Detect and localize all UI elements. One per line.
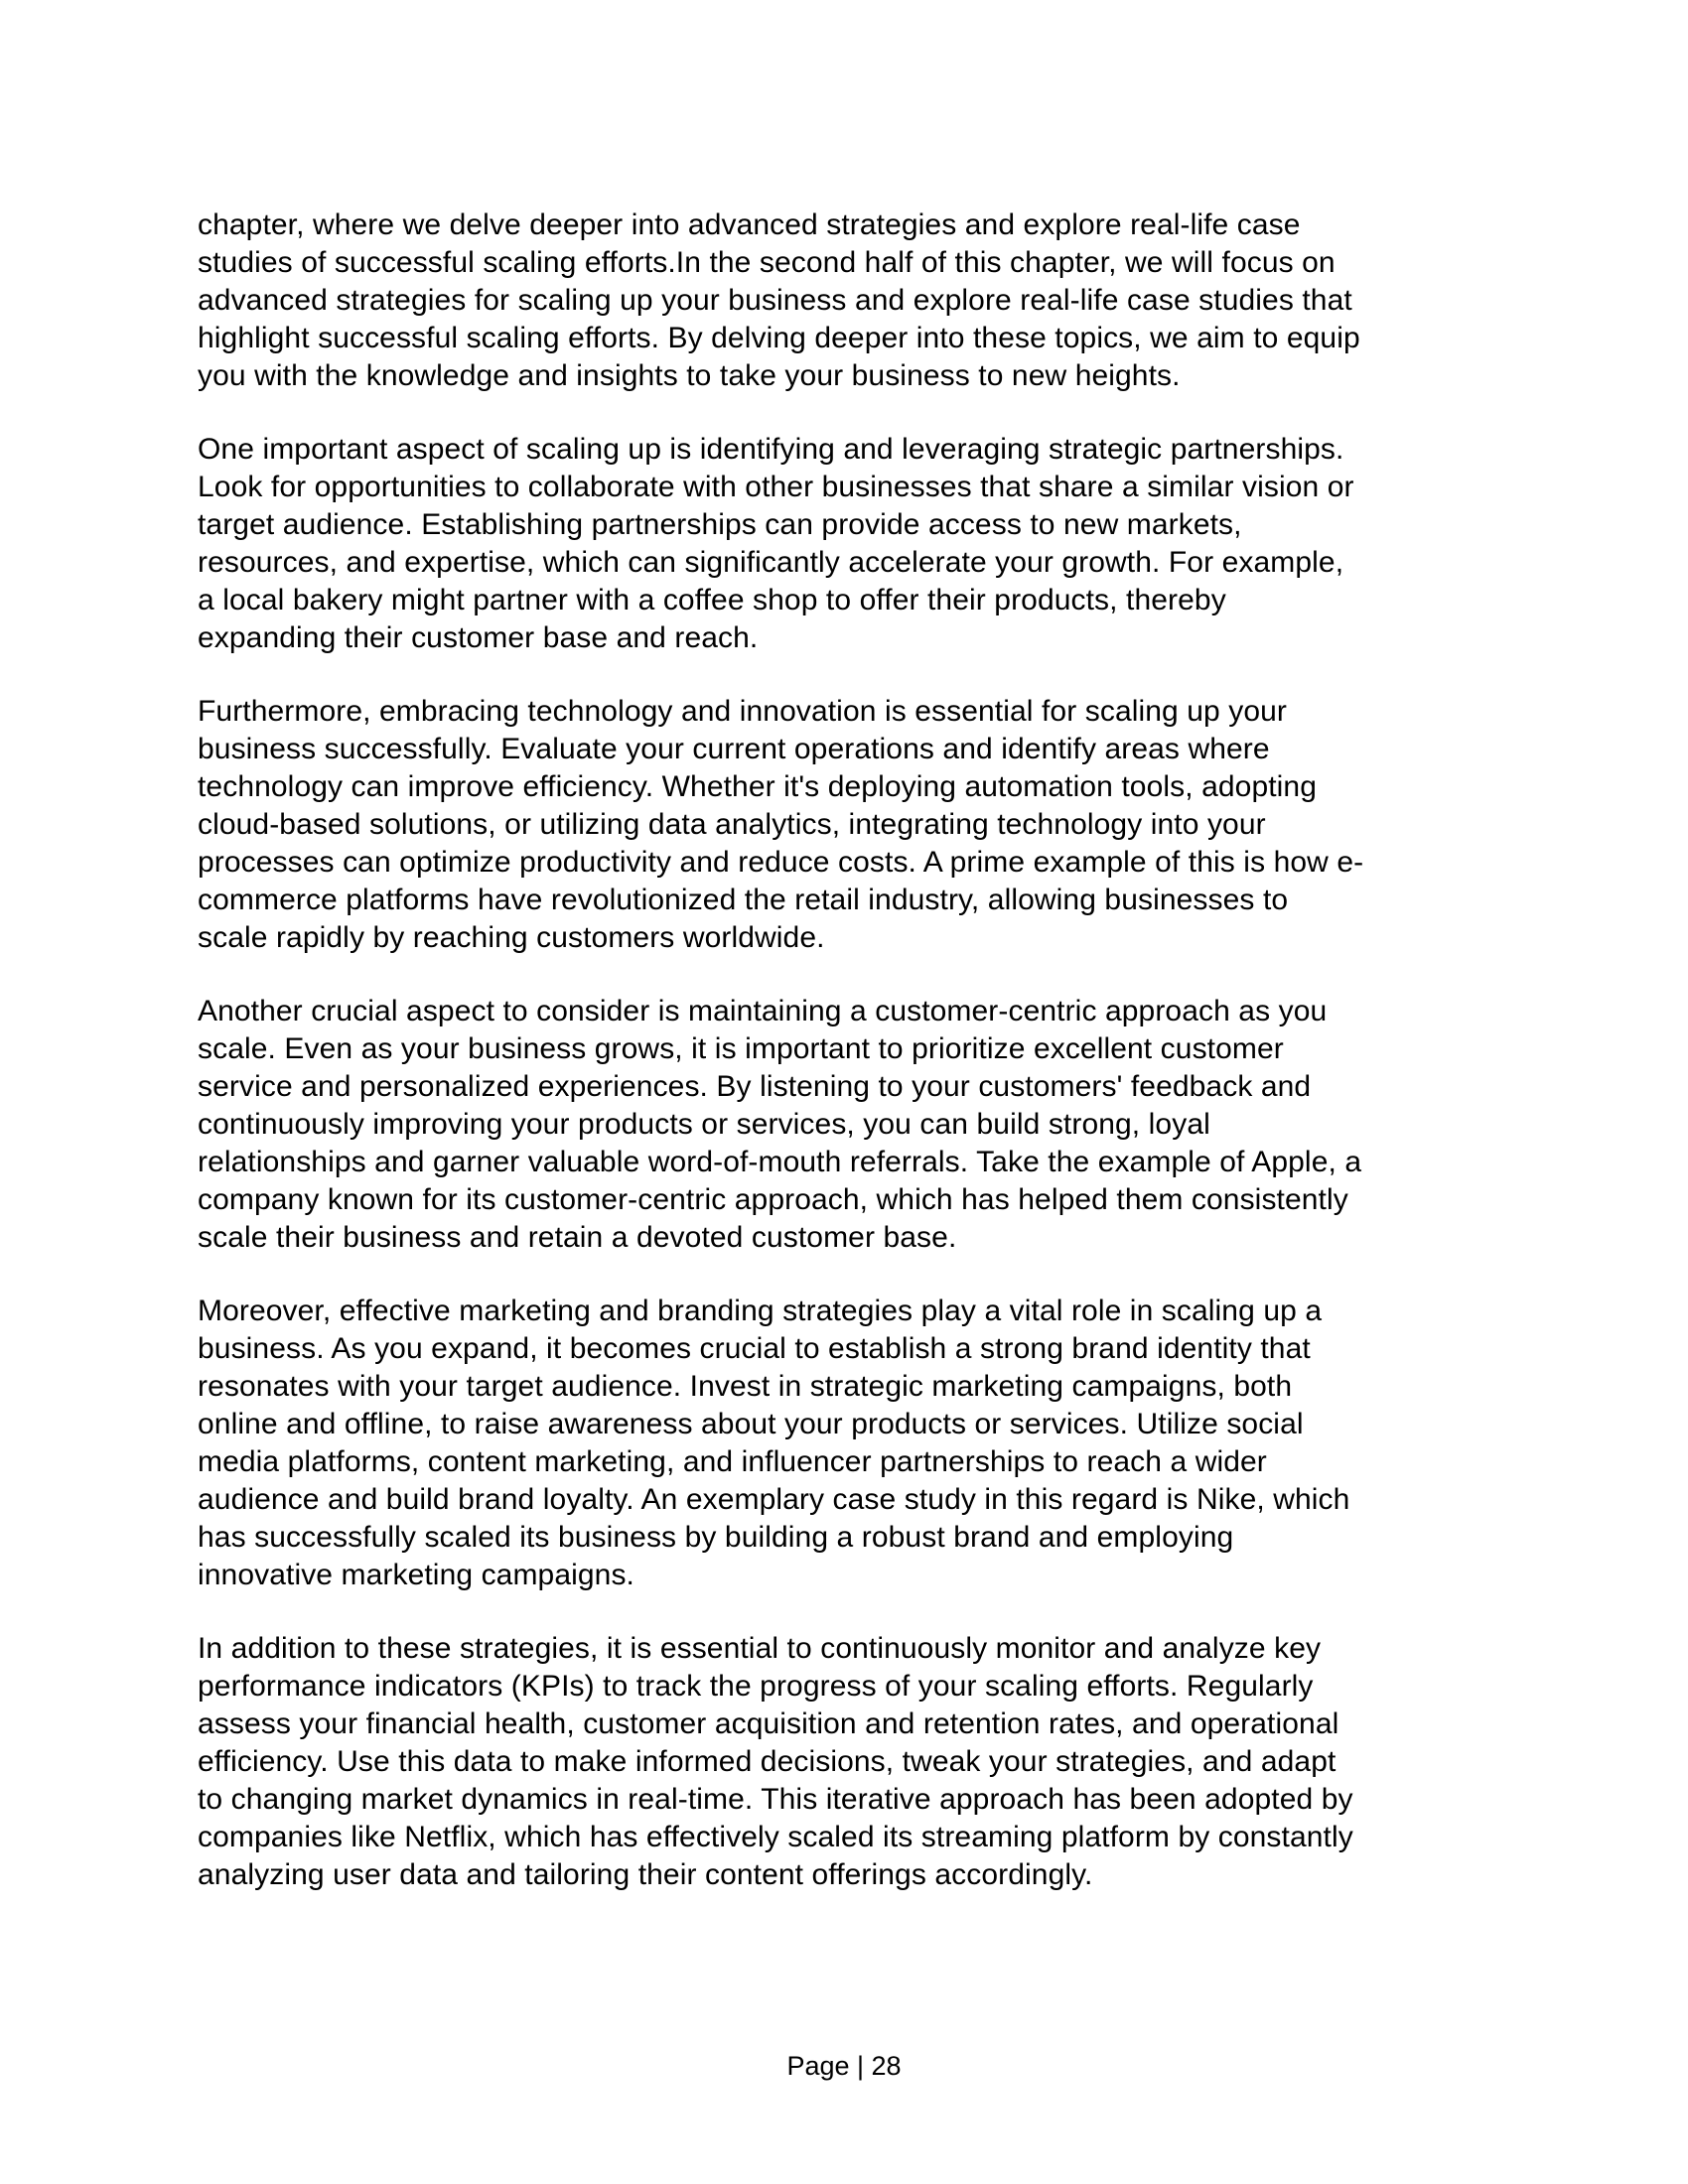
paragraph [198,1630,1528,1894]
text-line: resonates with your target audience. Invest in strategic marketing campaigns, both [198,1370,1293,1403]
text-line: service and personalized experiences. By listening to your customers' feedback and [198,1070,1312,1103]
text-line: has successfully scaled its business by building a robust brand and employing [198,1521,1234,1554]
text-line: company known for its customer-centric approach, which has helped them consistently [198,1183,1348,1216]
text-line: business. As you expand, it becomes crucial to establish a strong brand identity that [198,1332,1311,1365]
text-line: a local bakery might partner with a coffee shop to offer their products, thereby [198,584,1226,616]
text-line: scale their business and retain a devoted customer base. [198,1221,957,1254]
text-line: continuously improving your products or services, you can build strong, loyal [198,1108,1210,1141]
text-line: audience and build brand loyalty. An exemplary case study in this regard is Nike, which [198,1483,1350,1516]
page-number-label: Page | 28 [786,2051,902,2081]
text-line: highlight successful scaling efforts. By delving deeper into these topics, we aim to equip [198,322,1360,354]
text-line: efficiency. Use this data to make informed decisions, tweak your strategies, and adapt [198,1745,1336,1778]
text-line: innovative marketing campaigns. [198,1559,634,1591]
text-line: you with the knowledge and insights to take your business to new heights. [198,359,1181,392]
text-line: commerce platforms have revolutionized the retail industry, allowing businesses to [198,884,1289,916]
text-line: Another crucial aspect to consider is maintaining a customer-centric approach as you [198,995,1328,1027]
text-line: target audience. Establishing partnerships can provide access to new markets, [198,508,1242,541]
page-footer [0,2047,1688,2085]
paragraph [198,206,1528,395]
text-line: resources, and expertise, which can significantly accelerate your growth. For example, [198,546,1344,579]
text-line: performance indicators (KPIs) to track the progress of your scaling efforts. Regularly [198,1670,1314,1703]
paragraph [198,693,1528,957]
text-line: to changing market dynamics in real-time. This iterative approach has been adopted by [198,1783,1353,1816]
text-line: cloud-based solutions, or utilizing data analytics, integrating technology into your [198,808,1266,841]
text-line: online and offline, to raise awareness about your products or services. Utilize social [198,1408,1304,1440]
text-line: studies of successful scaling efforts.In the second half of this chapter, we will focus on [198,246,1336,279]
text-line: processes can optimize productivity and reduce costs. A prime example of this is how e- [198,846,1364,879]
paragraph [198,993,1528,1257]
text-line: companies like Netflix, which has effectively scaled its streaming platform by constantly [198,1821,1353,1853]
text-line: analyzing user data and tailoring their content offerings accordingly. [198,1858,1093,1891]
document-body [198,206,1528,1930]
paragraph [198,1293,1528,1594]
text-line: media platforms, content marketing, and influencer partnerships to reach a wider [198,1445,1267,1478]
text-line: Moreover, effective marketing and branding strategies play a vital role in scaling up a [198,1295,1323,1327]
text-line: chapter, where we delve deeper into advanced strategies and explore real-life case [198,208,1301,241]
text-line: In addition to these strategies, it is essential to continuously monitor and analyze key [198,1632,1322,1665]
text-line: One important aspect of scaling up is identifying and leveraging strategic partnerships. [198,433,1344,466]
text-line: expanding their customer base and reach. [198,621,759,654]
text-line: technology can improve efficiency. Whether it's deploying automation tools, adopting [198,770,1317,803]
text-line: Furthermore, embracing technology and innovation is essential for scaling up your [198,695,1288,728]
paragraph [198,431,1528,657]
text-line: assess your financial health, customer acquisition and retention rates, and operational [198,1707,1339,1740]
text-line: scale rapidly by reaching customers worldwide. [198,921,825,954]
text-line: relationships and garner valuable word-of-mouth referrals. Take the example of Apple, a [198,1146,1362,1178]
text-line: scale. Even as your business grows, it is important to prioritize excellent customer [198,1032,1284,1065]
text-line: business successfully. Evaluate your current operations and identify areas where [198,733,1270,765]
text-line: advanced strategies for scaling up your business and explore real-life case studies that [198,284,1352,317]
text-line: Look for opportunities to collaborate with other businesses that share a similar vision or [198,471,1354,503]
